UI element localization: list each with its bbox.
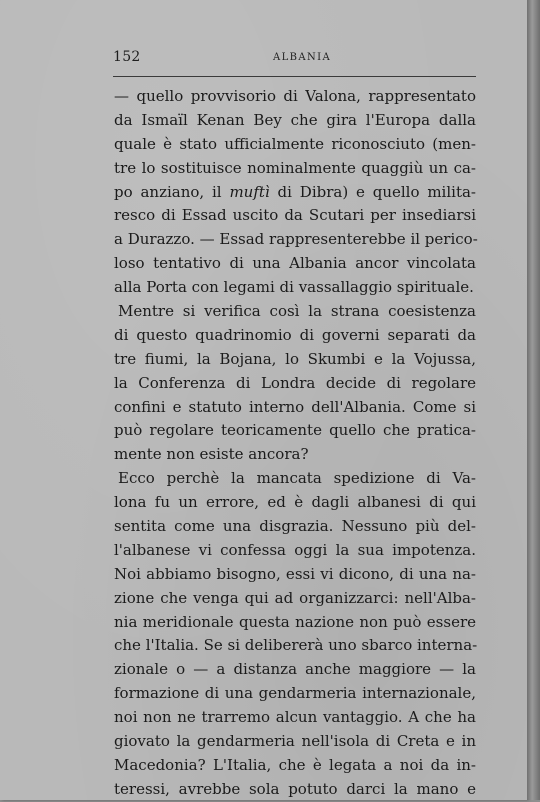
text-line: che l'Italia. Se si delibererà uno sbarco interna- — [114, 636, 478, 655]
text-line: zione che venga qui ad organizzarci: nell'Alba- — [114, 588, 476, 607]
text-line: noi non ne trarremo alcun vantaggio. A che ha — [114, 708, 476, 727]
text-line: resco di Essad uscito da Scutari per insediarsi — [114, 206, 476, 225]
text-line: — quello provvisorio di Valona, rappresentato — [114, 87, 476, 105]
text-line: zionale o — a distanza anche maggiore — la — [114, 660, 476, 679]
text-line: teressi, avrebbe sola potuto darci la mano e — [114, 779, 476, 798]
text-line: può regolare teoricamente quello che pratica- — [114, 421, 476, 440]
text-line: nia meridionale questa nazione non può essere — [114, 612, 476, 631]
text-line: loso tentativo di una Albania ancor vincolata — [114, 254, 476, 273]
text-line: quale è stato ufficialmente riconosciuto (men- — [114, 134, 476, 153]
text-line: lona fu un errore, ed è dagli albanesi di qui — [114, 493, 476, 512]
text-segment: po anziano, il — [114, 182, 230, 201]
running-head — [113, 49, 476, 69]
text-line: mente non esiste ancora? — [114, 445, 309, 464]
text-line-with-italic — [114, 181, 476, 205]
italic-word: muftì — [229, 182, 270, 201]
text-line: Noi abbiamo bisogno, essi vi dicono, di una na- — [114, 564, 476, 583]
page-number: 152 — [113, 49, 141, 65]
text-line: giovato la gendarmeria nell'isola di Creta e in — [114, 732, 476, 751]
running-title: ALBANIA — [273, 52, 332, 63]
text-line: tre fiumi, la Bojana, lo Skumbi e la Vojussa, — [114, 349, 476, 368]
text-line: alla Porta con legami di vassallaggio spirituale. — [114, 278, 474, 297]
text-line: sentita come una disgrazia. Nessuno più del- — [114, 517, 476, 536]
text-line: da Ismaïl Kenan Bey che gira l'Europa dalla — [114, 110, 476, 129]
header-rule — [113, 76, 476, 77]
text-line: a Durazzo. — Essad rappresenterebbe il perico- — [114, 230, 478, 249]
body-text — [114, 85, 476, 802]
text-line: la Conferenza di Londra decide di regolare — [114, 373, 476, 392]
text-line: confini e statuto interno dell'Albania. Come si — [114, 397, 476, 416]
text-line: di questo quadrinomio di governi separati da — [114, 325, 476, 344]
text-segment: di Dibra) e quello milita- — [269, 182, 476, 201]
text-line: formazione di una gendarmeria internazionale, — [114, 684, 476, 703]
text-line: Mentre si verifica così la strana coesistenza — [118, 302, 476, 321]
page-edge — [527, 0, 540, 800]
text-line: Ecco perchè la mancata spedizione di Va- — [118, 469, 476, 488]
text-line: tre lo sostituisce nominalmente quaggiù un ca- — [114, 158, 476, 177]
text-line: Macedonia? L'Italia, che è legata a noi da in- — [114, 755, 476, 774]
text-line: l'albanese vi confessa oggi la sua impotenza. — [114, 540, 476, 559]
